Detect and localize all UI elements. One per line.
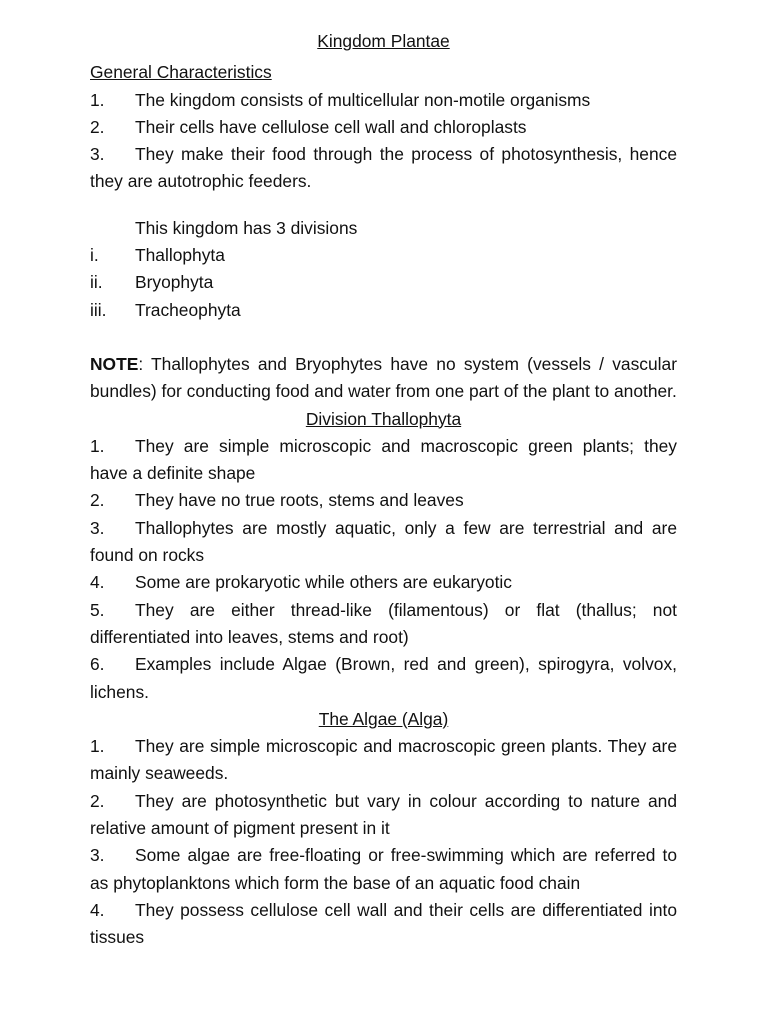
divisions-intro: This kingdom has 3 divisions <box>135 217 358 238</box>
list-item <box>90 788 677 843</box>
list-text: They make their food through the process of photosynthesis, hence they are autotrophic feeders. <box>90 144 677 192</box>
list-text: Thallophytes are mostly aquatic, only a few are terrestrial and are found on rocks <box>90 517 677 566</box>
list-number: 3. <box>90 144 105 165</box>
spacer <box>90 324 677 351</box>
list-number: 1. <box>90 89 105 110</box>
list-number: 2. <box>90 490 105 511</box>
list-item <box>90 297 677 324</box>
list-item <box>90 269 677 296</box>
list-item <box>90 87 677 114</box>
page-title: Kingdom Plantae <box>317 31 450 51</box>
note-paragraph <box>90 351 677 406</box>
list-number: iii. <box>90 299 107 320</box>
list-number: 6. <box>90 654 105 675</box>
list-item <box>90 597 677 652</box>
list-text: They are photosynthetic but vary in colour according to nature and relative amount of pigment present in it <box>90 790 677 839</box>
list-text: Some are prokaryotic while others are eukaryotic <box>135 572 512 593</box>
list-number: 2. <box>90 116 105 137</box>
list-number: 3. <box>90 517 105 538</box>
list-item <box>90 433 677 488</box>
list-item <box>90 651 677 706</box>
list-text: Their cells have cellulose cell wall and chloroplasts <box>135 116 527 137</box>
note-text: : Thallophytes and Bryophytes have no system (vessels / vascular bundles) for conducting food and water from one part of the plant to another. <box>90 353 677 402</box>
list-text: They possess cellulose cell wall and their cells are differentiated into tissues <box>90 899 677 948</box>
list-text: The kingdom consists of multicellular non-motile organisms <box>135 89 591 110</box>
list-number: 1. <box>90 435 105 456</box>
list-number: 1. <box>90 736 105 757</box>
list-item <box>90 487 677 514</box>
list-text: Examples include Algae (Brown, red and green), spirogyra, volvox, lichens. <box>90 654 677 702</box>
list-number: 2. <box>90 790 105 811</box>
list-text: They are either thread-like (filamentous) or flat (thallus; not differentiated into leaves, stems and root) <box>90 599 677 647</box>
list-item <box>90 842 677 897</box>
list-text: They have no true roots, stems and leaves <box>135 490 464 511</box>
note-label: NOTE <box>90 353 139 374</box>
list-item <box>90 733 677 788</box>
list-item <box>90 897 677 952</box>
list-item <box>90 242 677 269</box>
general-characteristics-heading: General Characteristics <box>90 62 272 83</box>
algae-heading: The Algae (Alga) <box>318 708 449 729</box>
list-number: 4. <box>90 899 105 920</box>
list-text: Bryophyta <box>135 272 214 293</box>
list-item <box>90 515 677 570</box>
list-text: Thallophyta <box>135 245 225 266</box>
list-item <box>90 569 677 596</box>
thallophyta-heading: Division Thallophyta <box>305 408 462 429</box>
list-number: 3. <box>90 845 105 866</box>
list-number: ii. <box>90 272 103 293</box>
list-number: i. <box>90 245 99 266</box>
spacer <box>90 196 677 215</box>
list-item <box>90 141 677 196</box>
list-number: 5. <box>90 599 105 620</box>
list-item <box>90 114 677 141</box>
list-text: They are simple microscopic and macroscopic green plants. They are mainly seaweeds. <box>90 736 677 784</box>
list-number: 4. <box>90 572 105 593</box>
list-text: Tracheophyta <box>135 299 241 320</box>
list-text: Some algae are free-floating or free-swimming which are referred to as phytoplanktons which form the base of an aquatic food chain <box>90 845 677 893</box>
list-text: They are simple microscopic and macroscopic green plants; they have a definite shape <box>90 435 677 484</box>
